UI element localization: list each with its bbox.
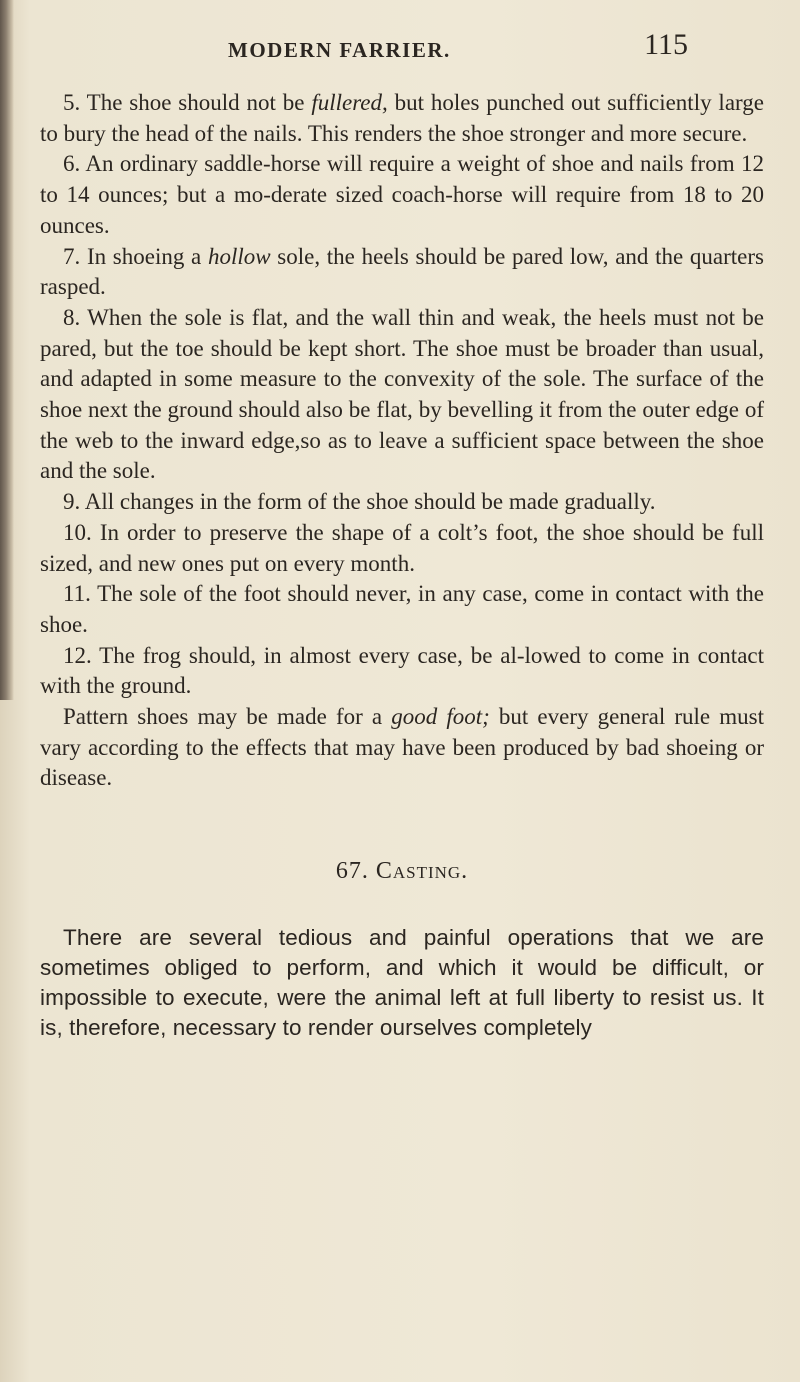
shoeing-rules (40, 88, 764, 794)
emphasis-text: good foot; (391, 704, 490, 730)
section-title: Casting. (375, 858, 469, 885)
text-run: but every general rule must vary according to the effects that may have been produced by bad shoeing or disease. (40, 704, 764, 791)
text-run: 12. The frog should, in almost every case, be al-lowed to come in contact with the ground. (40, 642, 764, 699)
rule-paragraph-r6 (40, 149, 764, 241)
text-run: Pattern shoes may be made for a (63, 704, 392, 730)
text-run: 6. An ordinary saddle-horse will require a weight of shoe and nails from 12 to 14 ounces; but a mo-derate sized coach-horse will require from 18 to 20 ounces. (40, 151, 764, 238)
text-run: 5. The shoe should not be (63, 90, 312, 115)
section-number: 67. (335, 858, 369, 885)
running-head: MODERN FARRIER. (228, 38, 451, 62)
rule-paragraph-r5 (40, 88, 764, 149)
rule-paragraph-r12 (40, 641, 764, 702)
page-number: 115 (644, 28, 688, 61)
page-header (228, 26, 708, 66)
text-run: 10. In order to preserve the shape of a colt’s foot, the shoe should be full sized, and new ones put on every month. (40, 519, 764, 576)
section-paragraph: There are several tedious and painful operations that we are sometimes obliged to perform, and which it would be difficult, or impossible to execute, were the animal left at full liberty to resist us. It is, therefore, necessary to render ourselves completely (40, 925, 764, 1041)
rule-paragraph-r8 (40, 303, 764, 487)
text-run: but holes punched out sufficiently large to bury the head of the nails. This renders the shoe stronger and more secure. (40, 90, 764, 146)
emphasis-text: hollow (207, 243, 271, 269)
rule-paragraph-r7 (40, 242, 764, 303)
section-body (40, 923, 764, 1043)
text-run: 8. When the sole is flat, and the wall thin and weak, the heels must not be pared, but the toe should be kept short. The shoe must be broader than usual, and adapted in some measure to the convexity of the sole. The surface of the shoe next the ground should also be flat, by bevelling it from the outer edge of the web to the inward edge,so as to leave a sufficient space between the shoe and the sole. (40, 304, 764, 484)
rule-paragraph-r11 (40, 579, 764, 640)
emphasis-text: fullered, (311, 90, 388, 115)
binding-gutter (0, 0, 14, 700)
text-run: sole, the heels should be pared low, and the quarters rasped. (40, 243, 765, 300)
rule-paragraph-r10 (40, 518, 764, 579)
section-heading (40, 858, 764, 885)
text-run: 11. The sole of the foot should never, in any case, come in contact with the shoe. (40, 581, 764, 637)
rule-paragraph-pattern (40, 702, 764, 794)
text-run: 9. All changes in the form of the shoe should be made gradually. (63, 489, 656, 515)
text-run: 7. In shoeing a (63, 243, 208, 269)
rule-paragraph-r9 (40, 487, 764, 518)
page-body (40, 88, 764, 1043)
